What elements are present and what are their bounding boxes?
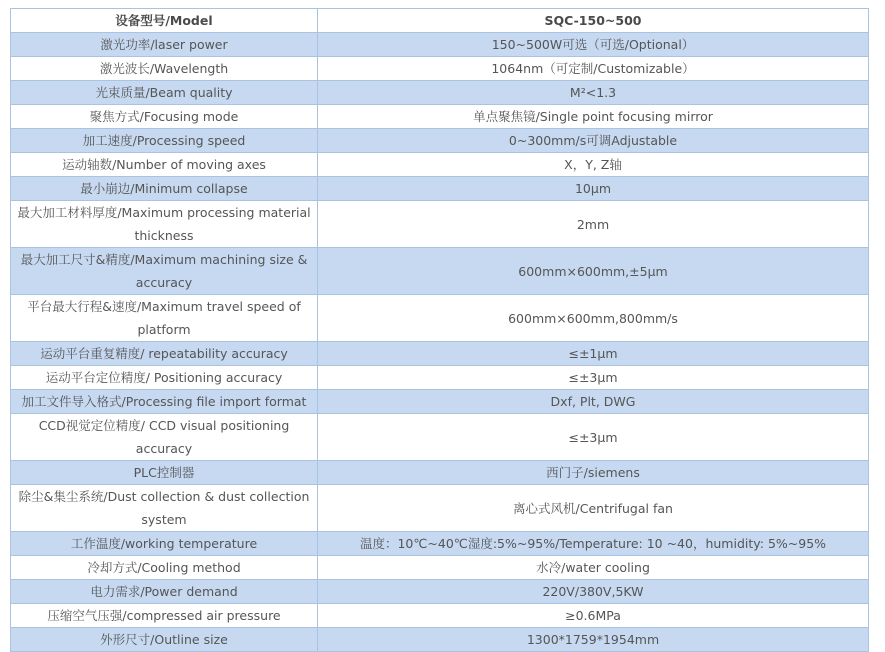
spec-value: 温度：10℃~40℃湿度:5%~95%/Temperature: 10 ~40，humidity: 5%~95% [318, 532, 869, 556]
spec-value: 1300*1759*1954mm [318, 628, 869, 652]
table-header-row [11, 9, 869, 33]
spec-value: X，Y, Z轴 [318, 153, 869, 177]
table-row [11, 57, 869, 81]
table-row [11, 366, 869, 390]
spec-label: 外形尺寸/Outline size [11, 628, 318, 652]
spec-value: ≤±1μm [318, 342, 869, 366]
spec-label: 运动轴数/Number of moving axes [11, 153, 318, 177]
table-row [11, 201, 869, 248]
spec-value: ≤±3μm [318, 366, 869, 390]
spec-label: 除尘&集尘系统/Dust collection & dust collection system [11, 485, 318, 532]
spec-value: 220V/380V,5KW [318, 580, 869, 604]
table-row [11, 628, 869, 652]
spec-value: 离心式风机/Centrifugal fan [318, 485, 869, 532]
spec-label: PLC控制器 [11, 461, 318, 485]
header-value-cell: SQC-150~500 [318, 9, 869, 33]
table-row [11, 580, 869, 604]
spec-label: 光束质量/Beam quality [11, 81, 318, 105]
table-row [11, 177, 869, 201]
spec-label: 聚焦方式/Focusing mode [11, 105, 318, 129]
spec-value: M²<1.3 [318, 81, 869, 105]
table-row [11, 390, 869, 414]
table-row [11, 342, 869, 366]
spec-label: 加工文件导入格式/Processing file import format [11, 390, 318, 414]
spec-value: 单点聚焦镜/Single point focusing mirror [318, 105, 869, 129]
spec-label: CCD视觉定位精度/ CCD visual positioning accuracy [11, 414, 318, 461]
spec-label: 平台最大行程&速度/Maximum travel speed of platform [11, 295, 318, 342]
spec-value: 600mm×600mm,800mm/s [318, 295, 869, 342]
table-row [11, 129, 869, 153]
table-row [11, 556, 869, 580]
spec-label: 最小崩边/Minimum collapse [11, 177, 318, 201]
spec-label: 最大加工尺寸&精度/Maximum machining size & accuracy [11, 248, 318, 295]
table-row [11, 461, 869, 485]
spec-value: Dxf, Plt, DWG [318, 390, 869, 414]
spec-value: 600mm×600mm,±5μm [318, 248, 869, 295]
spec-value: 1064nm（可定制/Customizable） [318, 57, 869, 81]
spec-label: 激光功率/laser power [11, 33, 318, 57]
table-row [11, 81, 869, 105]
spec-label: 最大加工材料厚度/Maximum processing material thickness [11, 201, 318, 248]
table-row [11, 248, 869, 295]
spec-label: 运动平台定位精度/ Positioning accuracy [11, 366, 318, 390]
spec-table [10, 8, 869, 652]
table-row [11, 532, 869, 556]
spec-label: 加工速度/Processing speed [11, 129, 318, 153]
spec-value: 水冷/water cooling [318, 556, 869, 580]
spec-label: 压缩空气压强/compressed air pressure [11, 604, 318, 628]
spec-value: 10μm [318, 177, 869, 201]
header-label-cell: 设备型号/Model [11, 9, 318, 33]
table-row [11, 485, 869, 532]
spec-value: 2mm [318, 201, 869, 248]
spec-value: 150~500W可选（可选/Optional） [318, 33, 869, 57]
spec-value: ≤±3μm [318, 414, 869, 461]
table-row [11, 105, 869, 129]
spec-label: 电力需求/Power demand [11, 580, 318, 604]
spec-label: 运动平台重复精度/ repeatability accuracy [11, 342, 318, 366]
table-row [11, 33, 869, 57]
spec-value: ≥0.6MPa [318, 604, 869, 628]
spec-label: 工作温度/working temperature [11, 532, 318, 556]
table-row [11, 153, 869, 177]
table-row [11, 604, 869, 628]
spec-value: 0~300mm/s可调Adjustable [318, 129, 869, 153]
spec-label: 冷却方式/Cooling method [11, 556, 318, 580]
table-row [11, 295, 869, 342]
table-row [11, 414, 869, 461]
spec-label: 激光波长/Wavelength [11, 57, 318, 81]
spec-value: 西门子/siemens [318, 461, 869, 485]
